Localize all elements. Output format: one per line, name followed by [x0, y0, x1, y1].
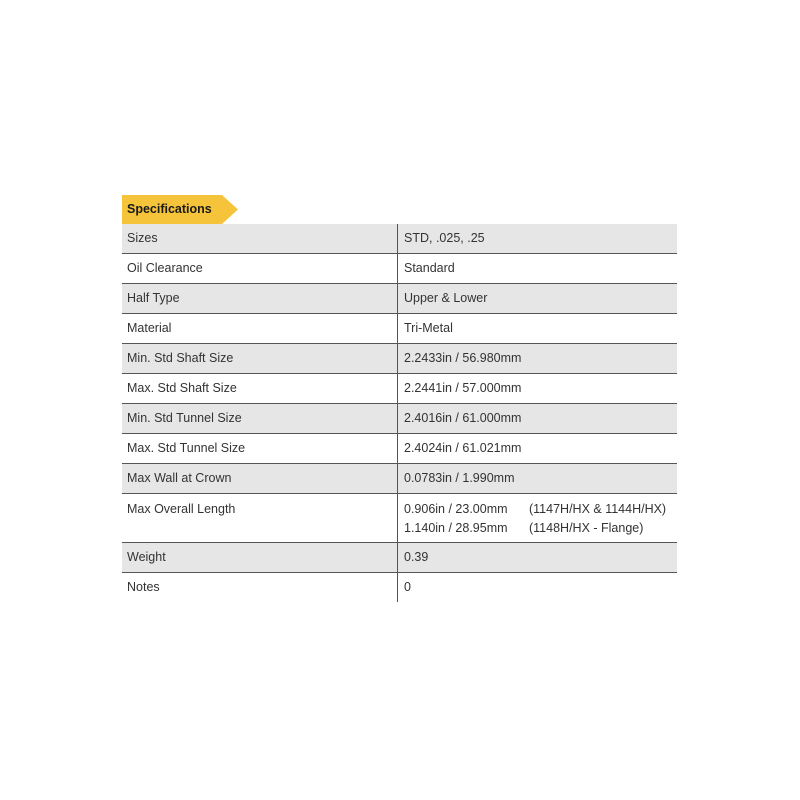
spec-value: 2.2433in / 56.980mm [404, 351, 522, 365]
spec-value: Upper & Lower [404, 291, 488, 305]
spec-value: 2.2441in / 57.000mm [404, 381, 522, 395]
spec-label: Oil Clearance [122, 254, 398, 283]
spec-label: Half Type [122, 284, 398, 313]
specifications-tab [122, 195, 238, 224]
spec-value: Tri-Metal [404, 321, 453, 335]
spec-label: Material [122, 314, 398, 343]
spec-value: 2.4024in / 61.021mm [404, 441, 522, 455]
spec-label: Notes [122, 573, 398, 602]
value-note: (1148H/HX - Flange) [529, 521, 644, 535]
value-line [404, 500, 671, 519]
spec-row-sizes [122, 224, 677, 254]
specifications-table [122, 224, 677, 602]
spec-label: Max. Std Shaft Size [122, 374, 398, 403]
spec-value: 2.4016in / 61.000mm [404, 411, 522, 425]
spec-label: Weight [122, 543, 398, 572]
specifications-title: Specifications [127, 202, 212, 216]
spec-row-max-wall-at-crown [122, 464, 677, 494]
spec-value: 0.0783in / 1.990mm [404, 471, 515, 485]
spec-row-max-tunnel-size [122, 434, 677, 464]
spec-value: STD, .025, .25 [404, 231, 485, 245]
value-line [404, 519, 671, 538]
spec-row-min-shaft-size [122, 344, 677, 374]
spec-row-oil-clearance [122, 254, 677, 284]
spec-row-material [122, 314, 677, 344]
spec-row-half-type [122, 284, 677, 314]
spec-label: Min. Std Tunnel Size [122, 404, 398, 433]
value-main: 0.906in / 23.00mm [404, 502, 508, 516]
spec-label: Sizes [122, 224, 398, 253]
spec-value: 0 [404, 580, 411, 594]
spec-value: Standard [404, 261, 455, 275]
value-main: 1.140in / 28.95mm [404, 521, 508, 535]
spec-row-min-tunnel-size [122, 404, 677, 434]
value-note: (1147H/HX & 1144H/HX) [529, 502, 667, 516]
spec-label: Max Wall at Crown [122, 464, 398, 493]
spec-row-notes [122, 573, 677, 602]
spec-label: Max Overall Length [122, 494, 398, 542]
spec-label: Max. Std Tunnel Size [122, 434, 398, 463]
spec-row-max-shaft-size [122, 374, 677, 404]
spec-value-multiline [398, 494, 677, 542]
spec-value: 0.39 [404, 550, 429, 564]
spec-label: Min. Std Shaft Size [122, 344, 398, 373]
spec-row-weight [122, 543, 677, 573]
spec-row-max-overall-length [122, 494, 677, 543]
